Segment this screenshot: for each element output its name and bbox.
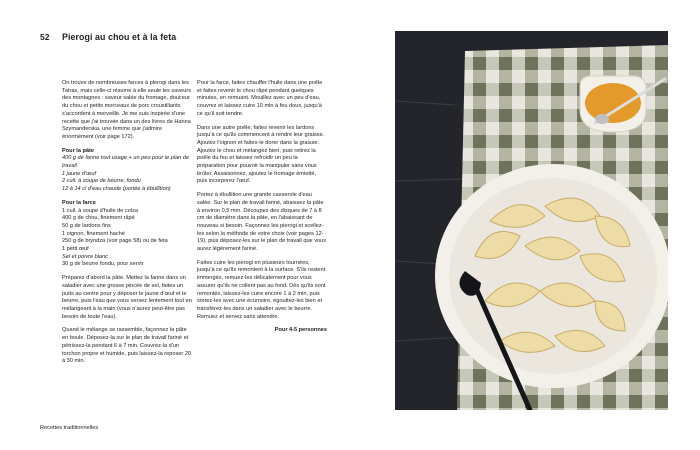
ingredient-line: 30 g de beurre fondu, pour servir — [62, 261, 144, 268]
method-step: Portez à ébullition une grande casserole d'eau salée. Sur le plan de travail fariné, abaissez la pâte à environ 0,5 mm. Découpez des disques de 7 à 8 cm de diamètre dans la pâte, en l'abaissant de nouveau si besoin. Façonnez les pierogi et scellez-les selon la méthode de votre choix (voir pages 12-19), puis déposez-les sur le plan de travail que vous aurez légèrement fariné. — [197, 192, 327, 253]
melted-butter — [585, 83, 641, 123]
filling-heading: Pour la farce — [62, 199, 96, 206]
pierogi-plate-illustration — [395, 31, 668, 410]
ingredient-line: 400 g de chou, finement râpé — [62, 215, 135, 222]
servings: Pour 4-5 personnes — [274, 327, 327, 334]
method-step: Dans une autre poêle, faites revenir les lardons jusqu'à ce qu'ils commencent à rendre leur graisse. Ajoutez l'oignon et faites-le dorer dans la graisse. Ajoutez le chou et mélangez bien, puis retirez la poêle du feu et laissez refroidir un peu la préparation pour pouvoir la manipuler sans vous brûler. Assaisonnez, ajoutez le fromage émietté, puis incorporez l'œuf. — [197, 124, 325, 185]
method-step: Préparez d'abord la pâte. Mettez la farine dans un saladier avec une grosse pincée de sel, faites un puits au centre pour y déposer le jaune d'œuf et le beurre, puis l'eau que vous versez lentement tout en mélangeant à la main (vous n'aurez peut-être pas besoin de toute l'eau). — [62, 275, 192, 320]
left-column — [62, 80, 192, 372]
dough-heading: Pour la pâte — [62, 147, 95, 154]
ingredient-line: 12 à 14 cl d'eau chaude (portée à ébullition) — [62, 186, 171, 193]
right-column — [197, 80, 327, 335]
ingredient-line: 1 cuil. à soupe d'huile de colza — [62, 207, 139, 214]
page-number: 52 — [40, 32, 50, 42]
ingredient-line: 1 petit œuf — [62, 246, 89, 253]
intro-paragraph: On trouve de nombreuses farces à pierogi dans les Tatras, mais celle-ci résume à elle seule les saveurs des montagnes : saveur salée du fromage, douceur du chou et petits morceaux de porc croustillants s'accordent à merveille. Je me suis inspirée d'une recette que j'ai trouvée dans un des livres de Hanna Szymanderska, une femme que j'admire énormément (voir page 172). — [62, 80, 192, 140]
recipe-title: Pierogi au chou et à la feta — [62, 32, 177, 42]
ingredient-line: 50 g de lardons fins — [62, 222, 111, 229]
ingredient-line: 1 jaune d'œuf — [62, 170, 97, 177]
method-step: Pour la farce, faites chauffer l'huile dans une poêle et faites revenir le chou râpé pendant quelques minutes, en remuant. Mouillez avec un peu d'eau, couvrez et laissez cuire 10 min à feu doux, jusqu'à ce qu'il soit tendre. — [197, 80, 323, 117]
section-footer: Recettes traditionnelles — [40, 425, 99, 431]
ingredient-line: 400 g de farine tout usage + un peu pour le plan de travail — [62, 155, 190, 170]
dough-ingredients — [62, 148, 192, 194]
ingredient-line: 2 cuil. à soupe de beurre, fondu — [62, 178, 141, 185]
method-step: Faites cuire les pierogi en plusieurs tournées, jusqu'à ce qu'ils remontent à la surface. S'ils restent immergés, remuez-les délicatement pour vous assurer qu'ils ne collent pas au fond. Dès qu'ils sont remontés, laissez-les cuire encore 1 à 2 min, puis sortez-les avec une écumoire, égouttez-les bien et transférez-les dans un saladier avec le beurre. Remuez et servez sans attendre. — [197, 259, 326, 320]
ingredient-line: Sel et poivre blanc — [62, 253, 109, 260]
recipe-photo — [395, 31, 668, 410]
ingredient-line: 1 oignon, finement haché — [62, 230, 125, 237]
ingredient-line: 250 g de bryndza (voir page 58) ou de feta — [62, 238, 168, 245]
method-step: Quand le mélange se rassemble, façonnez la pâte en boule. Déposez-la sur le plan de travail fariné et pétrissez-la pendant 6 à 7 min. Couvrez-la d'un torchon propre et humide, puis laissez-la reposer 20 à 30 min. — [62, 327, 192, 365]
filling-ingredients — [62, 200, 192, 269]
